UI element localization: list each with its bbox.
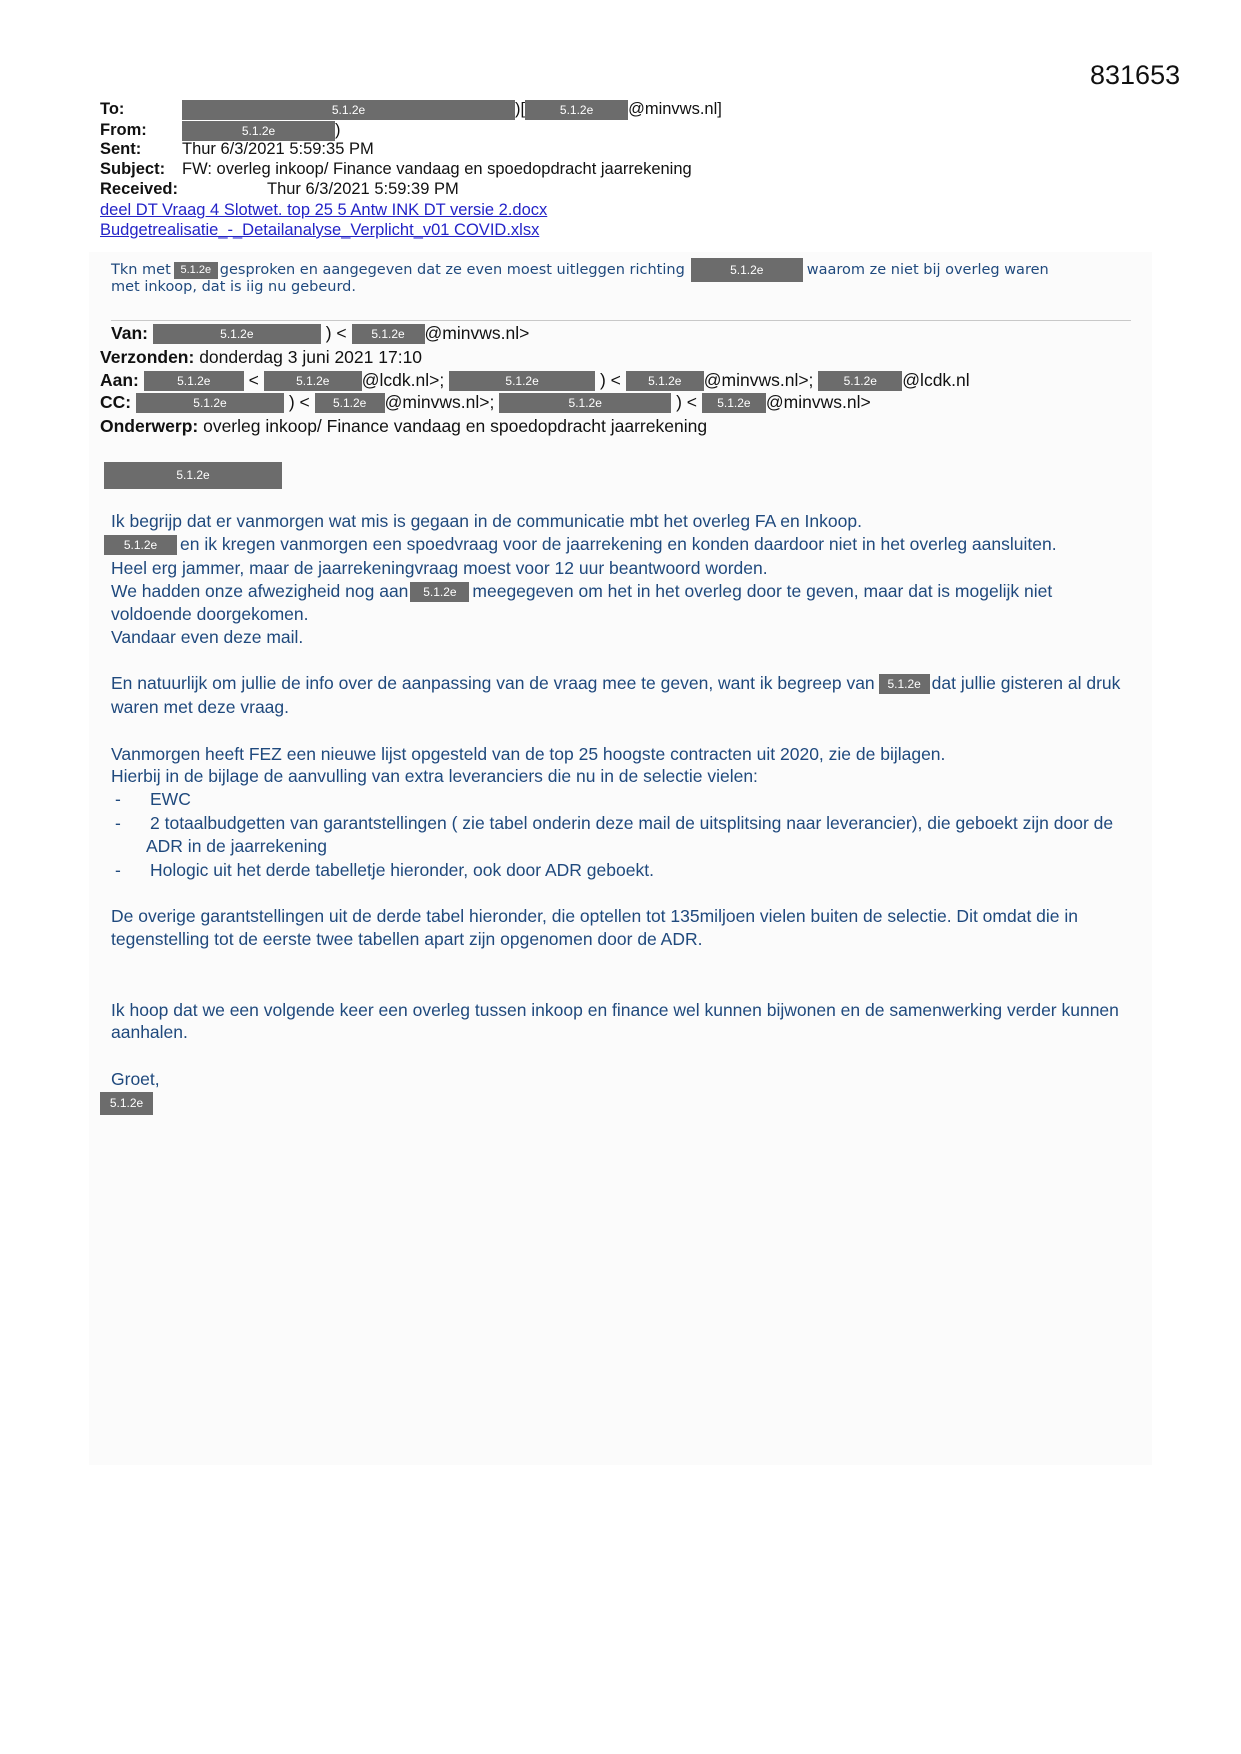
cc-label: CC: (100, 392, 132, 412)
redaction-box: 5.1.2e (691, 258, 803, 282)
van-domain: @minvws.nl> (424, 323, 530, 343)
closing: Groet, (111, 1069, 160, 1089)
list-item-text: 2 totaalbudgetten van garantstellingen ( zie tabel onderin deze mail de uitsplitsing naar leverancier), die geboekt zijn door de (150, 813, 1114, 833)
cc-domain: @minvws.nl> (765, 392, 871, 412)
redaction-box: 5.1.2e (136, 393, 284, 413)
body-line: De overige garantstellingen uit de derde tabel hieronder, die optellen tot 135miljoen vielen buiten de selectie. Dit omdat die in (111, 906, 1079, 926)
body-text: dat jullie gisteren al druk (931, 673, 1121, 693)
bullet-marker: - (115, 860, 121, 880)
body-line: Heel erg jammer, maar de jaarrekeningvraag moest voor 12 uur beantwoord worden. (111, 558, 768, 578)
attachment-row (100, 220, 539, 240)
body-line: tegenstelling tot de eerste twee tabellen apart zijn opgenomen door de ADR. (111, 929, 703, 949)
redaction-box: 5.1.2e (818, 371, 902, 391)
redaction-box: 5.1.2e (182, 100, 515, 120)
bullet-marker: - (115, 813, 121, 833)
redaction-box: 5.1.2e (174, 262, 218, 279)
to-domain: @minvws.nl] (628, 100, 722, 118)
van-label: Van: (111, 323, 148, 343)
aan-domain: @lcdk.nl>; (361, 370, 445, 390)
header-from-row (100, 120, 341, 141)
forwarded-verzonden-row (100, 346, 422, 368)
received-value: Thur 6/3/2021 5:59:39 PM (267, 180, 459, 198)
subject-value: FW: overleg inkoop/ Finance vandaag en spoedopdracht jaarrekening (182, 160, 692, 178)
sent-value: Thur 6/3/2021 5:59:35 PM (182, 140, 374, 158)
header-sent-row (100, 139, 374, 159)
list-item-continuation: ADR in de jaarrekening (146, 836, 327, 856)
body-line: aanhalen. (111, 1022, 188, 1042)
separator-line (111, 320, 1131, 321)
forwarded-aan-row (100, 369, 970, 391)
subject-label: Subject: (100, 160, 166, 178)
redaction-box: 5.1.2e (410, 582, 469, 602)
redaction-box: 5.1.2e (104, 462, 282, 489)
body-text: en ik kregen vanmorgen een spoedvraag voor de jaarrekening en konden daardoor niet in het overleg aansluiten. (180, 534, 1057, 554)
body-text: We hadden onze afwezigheid nog aan (111, 581, 409, 601)
forwarded-van-row (111, 322, 529, 344)
onderwerp-value: overleg inkoop/ Finance vandaag en spoedopdracht jaarrekening (203, 416, 708, 436)
to-label: To: (100, 100, 125, 118)
redaction-box: 5.1.2e (182, 121, 335, 141)
body-line: voldoende doorgekomen. (111, 604, 309, 624)
redaction-box: 5.1.2e (525, 100, 628, 120)
body-line (111, 672, 1120, 694)
attachment-row (100, 200, 547, 220)
body-line: Ik hoop dat we een volgende keer een overleg tussen inkoop en finance wel kunnen bijwonen en de samenwerking verder kunnen (111, 1000, 1119, 1020)
bullet-marker: - (115, 789, 121, 809)
from-suffix: ) (335, 121, 341, 139)
aan-separator: ) < (599, 370, 621, 390)
header-received-row (100, 179, 459, 199)
header-to-row (100, 99, 722, 120)
body-line: Vanmorgen heeft FEZ een nieuwe lijst opgesteld van de top 25 hoogste contracten uit 2020, zie de bijlagen. (111, 744, 946, 764)
redaction-box: 5.1.2e (104, 535, 177, 555)
redaction-box: 5.1.2e (144, 371, 244, 391)
forward-note-line: met inkoop, dat is iig nu gebeurd. (111, 279, 356, 295)
redaction-box: 5.1.2e (315, 393, 385, 413)
aan-domain: @minvws.nl>; (703, 370, 814, 390)
redaction-box: 5.1.2e (449, 371, 595, 391)
note-text: Tkn met (111, 262, 171, 278)
aan-domain: @lcdk.nl (902, 370, 970, 390)
from-label: From: (100, 121, 147, 139)
list-item-text: EWC (150, 789, 191, 809)
signature-redaction-box: 5.1.2e (100, 1092, 153, 1115)
cc-separator: ) < (676, 392, 697, 412)
aan-separator: < (248, 370, 259, 390)
verzonden-label: Verzonden: (100, 347, 195, 367)
redaction-box: 5.1.2e (879, 674, 930, 694)
body-line: Ik begrijp dat er vanmorgen wat mis is gegaan in de communicatie mbt het overleg FA en Inkoop. (111, 511, 862, 531)
forwarded-onderwerp-row (100, 415, 707, 437)
verzonden-value: donderdag 3 juni 2021 17:10 (199, 347, 423, 367)
list-item-text: Hologic uit het derde tabelletje hieronder, ook door ADR geboekt. (150, 860, 654, 880)
list-item (115, 788, 191, 810)
redaction-box: 5.1.2e (153, 324, 321, 344)
attachment-link[interactable]: deel DT Vraag 4 Slotwet. top 25 5 Antw INK DT versie 2.docx (100, 201, 548, 219)
received-label: Received: (100, 180, 178, 198)
redaction-box: 5.1.2e (626, 371, 704, 391)
list-item (115, 812, 1113, 834)
forwarded-cc-row (100, 391, 871, 413)
cc-domain: @minvws.nl>; (384, 392, 495, 412)
aan-label: Aan: (100, 370, 139, 390)
to-separator: )[ (515, 100, 526, 118)
body-line (104, 533, 1057, 555)
redaction-box: 5.1.2e (352, 324, 425, 344)
redaction-box: 5.1.2e (264, 371, 362, 391)
note-text: gesproken en aangegeven dat ze even moest uitleggen richting (219, 262, 685, 278)
redaction-box: 5.1.2e (499, 393, 671, 413)
note-text: waarom ze niet bij overleg waren (806, 262, 1049, 278)
body-text: meegegeven om het in het overleg door te geven, maar dat is mogelijk niet (472, 581, 1053, 601)
page-number: 831653 (1090, 60, 1181, 90)
onderwerp-label: Onderwerp: (100, 416, 199, 436)
body-line: Vandaar even deze mail. (111, 627, 304, 647)
list-item (115, 859, 654, 881)
header-subject-row (100, 159, 692, 179)
sent-label: Sent: (100, 140, 142, 158)
body-line: Hierbij in de bijlage de aanvulling van extra leveranciers die nu in de selectie vielen: (111, 766, 758, 786)
body-text: En natuurlijk om jullie de info over de aanpassing van de vraag mee te geven, want ik begreep van (111, 673, 875, 693)
cc-separator: ) < (288, 392, 310, 412)
van-separator: ) < (325, 323, 347, 343)
attachment-link[interactable]: Budgetrealisatie_-_Detailanalyse_Verplicht_v01 COVID.xlsx (100, 221, 540, 239)
redaction-box: 5.1.2e (702, 393, 766, 413)
body-line (111, 580, 1052, 602)
body-line: waren met deze vraag. (111, 697, 290, 717)
